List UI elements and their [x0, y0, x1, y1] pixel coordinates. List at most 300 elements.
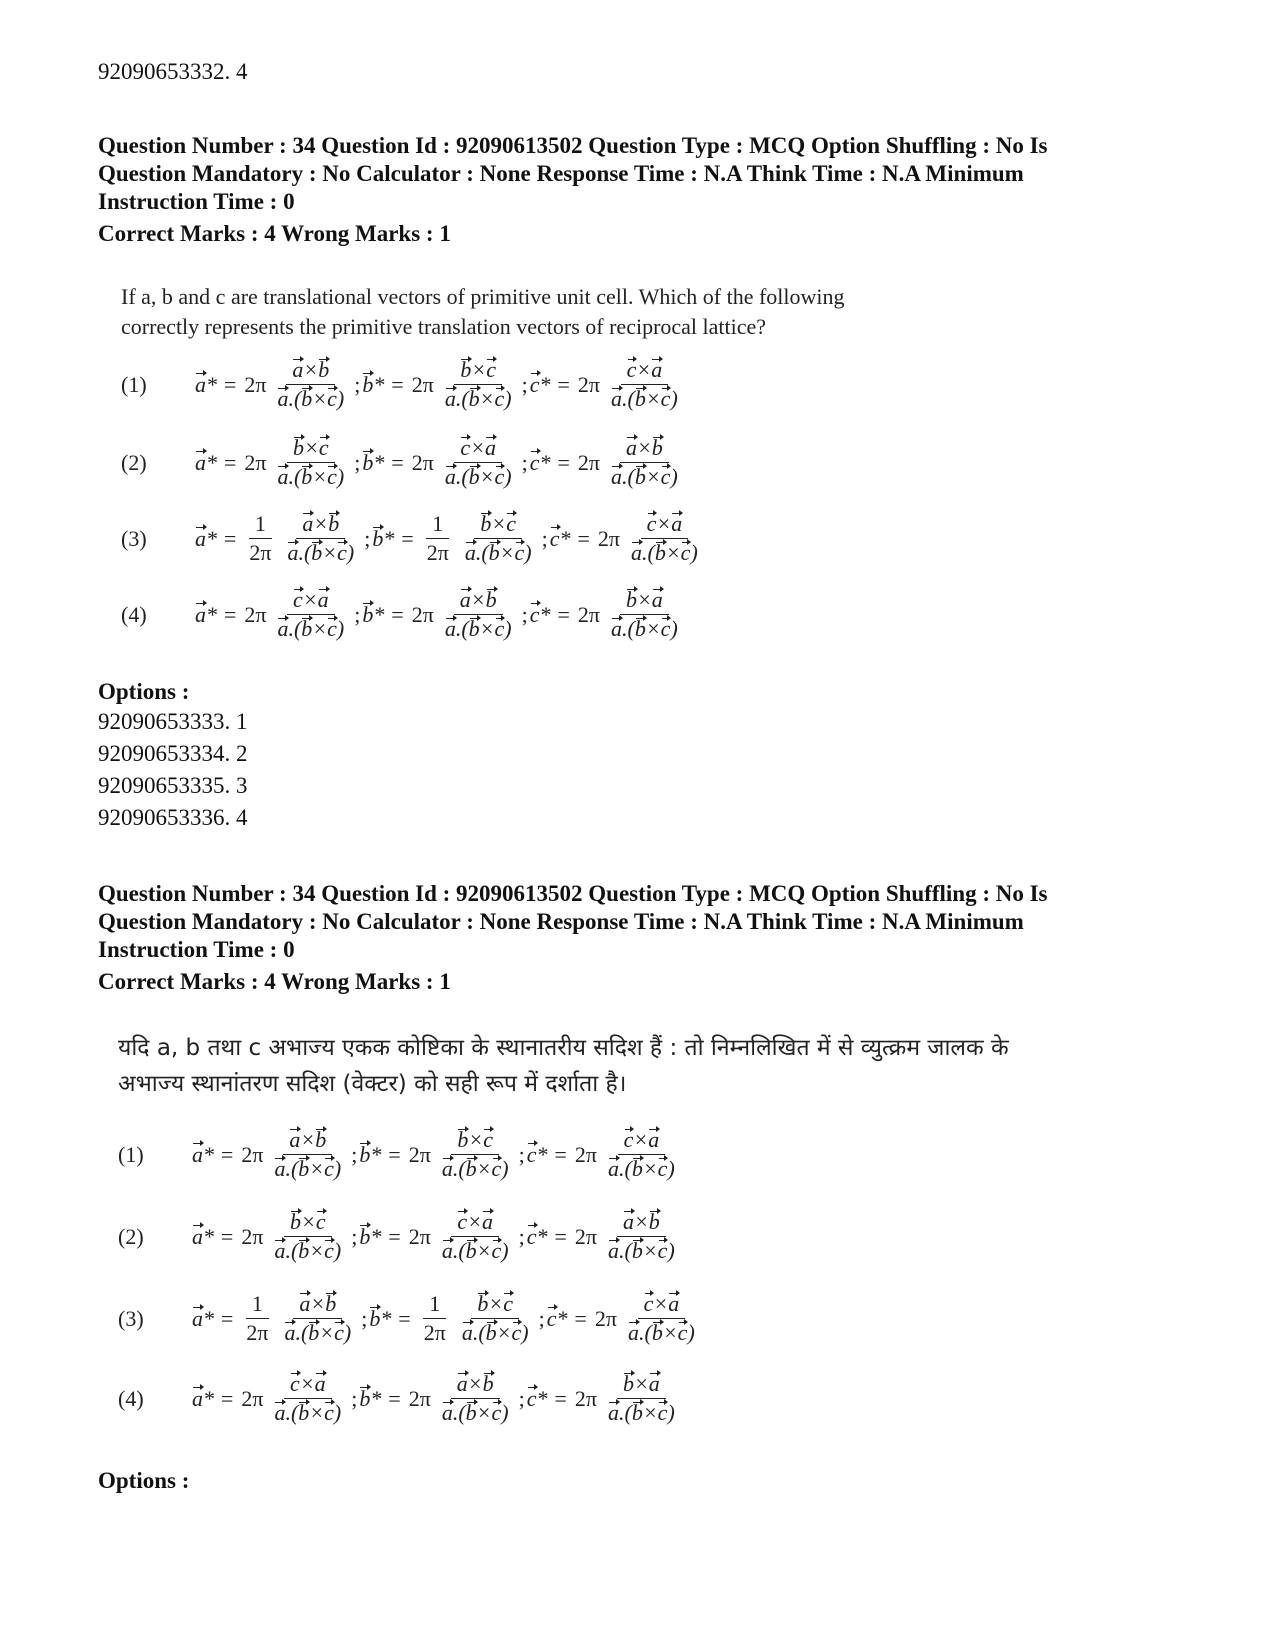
- options-label: Options :: [98, 1468, 190, 1493]
- vector-equation: [372, 512, 539, 565]
- semicolon: ;: [518, 1385, 525, 1411]
- vector-symbol: a: [289, 1127, 301, 1152]
- vector-symbol: c: [491, 1238, 502, 1263]
- vector-equation: [530, 588, 686, 641]
- triple-product: a.(b×c): [274, 1156, 342, 1181]
- numerator: [638, 1292, 686, 1319]
- denominator: [456, 1319, 535, 1345]
- fraction: [436, 1210, 515, 1263]
- denominator: [605, 385, 684, 411]
- vector-equation: [527, 1128, 683, 1181]
- vector-symbol: a: [302, 511, 314, 536]
- options-label: Options :: [98, 679, 190, 704]
- vector-symbol: a: [317, 587, 329, 612]
- two-pi-factor: 2π: [408, 1223, 431, 1249]
- fraction: [602, 1372, 681, 1425]
- reciprocal-vector: c* =: [549, 525, 591, 551]
- cross-product: a×b: [292, 357, 330, 382]
- vector-symbol: c: [290, 1371, 300, 1396]
- denominator: [271, 615, 350, 641]
- fraction: [602, 1210, 681, 1263]
- reciprocal-vector: c* =: [526, 1223, 568, 1249]
- numerator: [471, 1292, 519, 1319]
- vector-symbol: c: [626, 357, 637, 382]
- two-pi-factor: 2π: [408, 1141, 431, 1167]
- fraction: [436, 1372, 515, 1425]
- denominator: 2π: [246, 1320, 269, 1345]
- vector-symbol: b: [301, 616, 313, 641]
- header-line: Question Mandatory : No Calculator : None Response Time : N.A Think Time : N.A Minimum: [98, 909, 1024, 934]
- question-header: [98, 880, 1198, 996]
- vector-symbol: b: [468, 616, 480, 641]
- vector-symbol: c: [511, 1320, 522, 1345]
- vector-symbol: b: [318, 357, 330, 382]
- cross-product: c×a: [626, 357, 663, 382]
- vector-symbol: c: [324, 1400, 334, 1425]
- vector-symbol: a: [651, 587, 663, 612]
- one-over-two-pi: [421, 512, 455, 565]
- formula-option: [121, 588, 686, 641]
- reciprocal-vector: b* =: [362, 371, 405, 397]
- vector-symbol: b: [465, 1156, 477, 1181]
- vector-symbol: b: [485, 1320, 497, 1345]
- cross-product: a×b: [622, 1209, 660, 1234]
- reciprocal-vector: b* =: [359, 1385, 402, 1411]
- vector-symbol: a: [456, 1371, 468, 1396]
- vector-symbol: c: [660, 386, 671, 411]
- vector-symbol: b: [468, 464, 480, 489]
- header-line: Question Number : 34 Question Id : 92090613502 Question Type : MCQ Option Shuffling : No Is: [98, 881, 1048, 906]
- vector-symbol: c: [506, 511, 517, 536]
- vector-symbol: c: [318, 435, 329, 460]
- vector-symbol: b: [482, 1371, 494, 1396]
- vector-symbol: c: [660, 464, 671, 489]
- numerator: [454, 588, 503, 615]
- triple-product: a.(b×c): [277, 386, 345, 411]
- reciprocal-vector: c* =: [529, 449, 571, 475]
- numerator: [617, 1210, 666, 1237]
- numerator: [620, 588, 669, 615]
- vector-symbol: c: [334, 1320, 344, 1345]
- vector-symbol: c: [677, 1320, 688, 1345]
- numerator: [283, 1128, 332, 1155]
- vector-symbol: c: [491, 1156, 502, 1181]
- vector-equation: [530, 436, 686, 489]
- denominator: [622, 1319, 701, 1345]
- vector-symbol: b: [460, 357, 472, 382]
- cross-product: a×b: [459, 587, 497, 612]
- triple-product: a.(b×c): [461, 1320, 529, 1345]
- vector-symbol: a: [287, 540, 299, 565]
- vector-symbol: b: [362, 371, 374, 397]
- denominator: [268, 1155, 347, 1181]
- vector-symbol: b: [488, 540, 500, 565]
- vector-equation: [195, 436, 352, 489]
- vector-symbol: a: [625, 435, 637, 460]
- cross-product: c×a: [457, 1209, 494, 1234]
- formula-option: [121, 512, 706, 565]
- option-item: 92090653333. 1: [98, 709, 248, 734]
- formula-option: [118, 1292, 703, 1345]
- numerator: [284, 1372, 332, 1399]
- semicolon: ;: [351, 1141, 358, 1167]
- vector-symbol: b: [298, 1238, 310, 1263]
- vector-symbol: b: [480, 511, 492, 536]
- vector-symbol: a: [441, 1400, 453, 1425]
- header-line: Question Number : 34 Question Id : 92090613502 Question Type : MCQ Option Shuffling : No Is: [98, 133, 1048, 158]
- vector-equation: [362, 588, 519, 641]
- vector-symbol: a: [607, 1156, 619, 1181]
- vector-symbol: c: [337, 540, 347, 565]
- numerator: [620, 436, 669, 463]
- vector-symbol: c: [491, 1400, 502, 1425]
- semicolon: ;: [538, 1305, 545, 1331]
- marks-line: Correct Marks : 4 Wrong Marks : 1: [98, 969, 451, 994]
- denominator: [268, 1237, 347, 1263]
- reciprocal-vector: b* =: [359, 1141, 402, 1167]
- two-pi-factor: 2π: [574, 1223, 597, 1249]
- triple-product: a.(b×c): [610, 616, 678, 641]
- vector-symbol: b: [328, 511, 340, 536]
- reciprocal-vector: a* =: [192, 1141, 235, 1167]
- vector-symbol: a: [485, 435, 497, 460]
- vector-symbol: c: [657, 1400, 668, 1425]
- denominator: [439, 463, 518, 489]
- question-header: [98, 132, 1198, 248]
- two-pi-factor: 2π: [241, 1385, 264, 1411]
- triple-product: a.(b×c): [287, 540, 355, 565]
- previous-answer-line: 92090653332. 4: [98, 59, 248, 84]
- numerator: 1: [249, 512, 272, 539]
- vector-symbol: a: [299, 1291, 311, 1316]
- semicolon: ;: [351, 1223, 358, 1249]
- vector-equation: [362, 436, 519, 489]
- two-pi-factor: 2π: [241, 1223, 264, 1249]
- semicolon: ;: [354, 371, 361, 397]
- fraction: [268, 1372, 347, 1425]
- cross-product: b×c: [457, 1127, 494, 1152]
- triple-product: a.(b×c): [441, 1156, 509, 1181]
- cross-product: b×c: [480, 511, 517, 536]
- vector-symbol: a: [192, 1305, 203, 1331]
- vector-equation: [192, 1210, 349, 1263]
- option-number: (3): [121, 525, 147, 551]
- vector-symbol: c: [529, 371, 540, 397]
- fraction: [605, 358, 684, 411]
- numerator: [454, 436, 502, 463]
- semicolon: ;: [521, 371, 528, 397]
- question-text-hindi: [118, 1030, 1009, 1102]
- vector-symbol: a: [195, 371, 206, 397]
- vector-symbol: a: [630, 540, 642, 565]
- reciprocal-vector: a* =: [195, 449, 238, 475]
- vector-symbol: b: [301, 386, 313, 411]
- vector-symbol: a: [607, 1400, 619, 1425]
- fraction: [625, 512, 704, 565]
- vector-symbol: c: [494, 386, 505, 411]
- reciprocal-vector: c* =: [529, 371, 571, 397]
- vector-symbol: b: [359, 1223, 371, 1249]
- denominator: [602, 1237, 681, 1263]
- vector-symbol: c: [293, 587, 303, 612]
- vector-symbol: b: [631, 1238, 643, 1263]
- numerator: 1: [426, 512, 449, 539]
- vector-symbol: b: [308, 1320, 320, 1345]
- semicolon: ;: [361, 1305, 368, 1331]
- question-line: अभाज्य स्थानांतरण सदिश (वेक्टर) को सही रूप में दर्शाता है।: [118, 1071, 627, 1097]
- vector-symbol: c: [526, 1223, 537, 1249]
- vector-symbol: b: [625, 587, 637, 612]
- triple-product: a.(b×c): [444, 616, 512, 641]
- vector-symbol: b: [648, 1209, 660, 1234]
- cross-product: b×c: [293, 435, 329, 460]
- one-over-two-pi: [418, 1292, 452, 1345]
- reciprocal-vector: a* =: [195, 601, 238, 627]
- vector-symbol: c: [324, 1156, 334, 1181]
- options-list: [98, 706, 248, 834]
- triple-product: a.(b×c): [274, 1400, 342, 1425]
- option-number: (2): [121, 449, 147, 475]
- numerator: [451, 1372, 500, 1399]
- vector-symbol: c: [494, 616, 505, 641]
- numerator: [286, 358, 335, 385]
- fraction: [456, 1292, 535, 1345]
- numerator: [287, 588, 335, 615]
- vector-symbol: b: [311, 540, 323, 565]
- fraction: [268, 1128, 347, 1181]
- vector-symbol: c: [327, 386, 337, 411]
- two-pi-factor: 2π: [411, 371, 434, 397]
- question-text-english: [121, 282, 845, 342]
- vector-symbol: a: [192, 1141, 203, 1167]
- fraction: [439, 436, 518, 489]
- vector-symbol: b: [622, 1371, 634, 1396]
- reciprocal-vector: b* =: [372, 525, 415, 551]
- formula-option: [118, 1210, 683, 1263]
- question-line: If a, b and c are translational vectors of primitive unit cell. Which of the following: [121, 284, 845, 309]
- reciprocal-vector: a* =: [195, 371, 238, 397]
- denominator: [436, 1155, 515, 1181]
- fraction: [281, 512, 360, 565]
- denominator: [436, 1399, 515, 1425]
- triple-product: a.(b×c): [284, 1320, 352, 1345]
- numerator: [293, 1292, 342, 1319]
- vector-symbol: c: [324, 1238, 334, 1263]
- vector-symbol: c: [529, 601, 540, 627]
- two-pi-factor: 2π: [574, 1385, 597, 1411]
- vector-symbol: a: [192, 1385, 203, 1411]
- reciprocal-vector: c* =: [529, 601, 571, 627]
- vector-symbol: a: [195, 601, 206, 627]
- numerator: 1: [246, 1292, 269, 1319]
- reciprocal-vector: a* =: [192, 1385, 235, 1411]
- vector-symbol: a: [648, 1371, 660, 1396]
- denominator: [271, 463, 350, 489]
- vector-symbol: b: [298, 1156, 310, 1181]
- vector-symbol: b: [468, 386, 480, 411]
- vector-symbol: a: [441, 1238, 453, 1263]
- triple-product: a.(b×c): [444, 464, 512, 489]
- formula-option: [121, 358, 686, 411]
- vector-symbol: a: [627, 1320, 639, 1345]
- reciprocal-vector: b* =: [362, 601, 405, 627]
- semicolon: ;: [521, 601, 528, 627]
- header-line: Instruction Time : 0: [98, 937, 295, 962]
- vector-symbol: a: [277, 616, 289, 641]
- vector-symbol: a: [464, 540, 476, 565]
- denominator: [605, 615, 684, 641]
- vector-symbol: b: [372, 525, 384, 551]
- two-pi-factor: 2π: [411, 601, 434, 627]
- vector-symbol: b: [465, 1400, 477, 1425]
- cross-product: c×a: [623, 1127, 660, 1152]
- cross-product: a×b: [456, 1371, 494, 1396]
- denominator: [436, 1237, 515, 1263]
- option-number: (3): [118, 1305, 144, 1331]
- vector-equation: [192, 1128, 349, 1181]
- fraction: [439, 588, 518, 641]
- vector-symbol: b: [301, 464, 313, 489]
- reciprocal-vector: a* =: [192, 1305, 235, 1331]
- marks-line: Correct Marks : 4 Wrong Marks : 1: [98, 221, 451, 246]
- denominator: [625, 539, 704, 565]
- vector-symbol: b: [634, 616, 646, 641]
- vector-symbol: a: [274, 1156, 286, 1181]
- reciprocal-vector: c* =: [526, 1385, 568, 1411]
- vector-symbol: a: [651, 357, 663, 382]
- denominator: [278, 1319, 357, 1345]
- vector-symbol: a: [274, 1238, 286, 1263]
- reciprocal-vector: a* =: [192, 1223, 235, 1249]
- vector-symbol: b: [369, 1305, 381, 1331]
- two-pi-factor: 2π: [577, 449, 600, 475]
- vector-symbol: b: [651, 435, 663, 460]
- semicolon: ;: [351, 1385, 358, 1411]
- vector-symbol: a: [441, 1156, 453, 1181]
- cross-product: b×a: [625, 587, 663, 612]
- cross-product: c×a: [290, 1371, 326, 1396]
- numerator: [451, 1128, 499, 1155]
- vector-symbol: c: [657, 1238, 668, 1263]
- cross-product: a×b: [625, 435, 663, 460]
- vector-symbol: c: [526, 1385, 537, 1411]
- vector-symbol: b: [485, 587, 497, 612]
- vector-symbol: c: [646, 511, 657, 536]
- vector-symbol: c: [680, 540, 691, 565]
- vector-symbol: c: [643, 1291, 654, 1316]
- vector-symbol: c: [315, 1209, 326, 1234]
- vector-symbol: a: [671, 511, 683, 536]
- vector-symbol: a: [461, 1320, 473, 1345]
- vector-equation: [547, 1292, 703, 1345]
- numerator: [474, 512, 522, 539]
- vector-symbol: b: [359, 1141, 371, 1167]
- two-pi-factor: 2π: [244, 371, 267, 397]
- fraction: [271, 436, 350, 489]
- vector-symbol: a: [648, 1127, 660, 1152]
- vector-equation: [359, 1210, 516, 1263]
- option-number: (2): [118, 1223, 144, 1249]
- vector-symbol: b: [651, 1320, 663, 1345]
- fraction: [436, 1128, 515, 1181]
- fraction: [271, 358, 350, 411]
- formula-option: [118, 1372, 683, 1425]
- vector-symbol: a: [277, 464, 289, 489]
- semicolon: ;: [521, 449, 528, 475]
- vector-symbol: b: [654, 540, 666, 565]
- cross-product: b×a: [622, 1371, 660, 1396]
- cross-product: a×b: [302, 511, 340, 536]
- vector-symbol: a: [610, 616, 622, 641]
- vector-symbol: c: [526, 1141, 537, 1167]
- numerator: [296, 512, 345, 539]
- cross-product: c×a: [646, 511, 683, 536]
- header-line: Instruction Time : 0: [98, 189, 295, 214]
- triple-product: a.(b×c): [444, 386, 512, 411]
- vector-symbol: c: [483, 1127, 494, 1152]
- vector-symbol: a: [274, 1400, 286, 1425]
- question-line: correctly represents the primitive translation vectors of reciprocal lattice?: [121, 314, 767, 339]
- vector-symbol: c: [657, 1156, 668, 1181]
- fraction: [459, 512, 538, 565]
- vector-equation: [195, 588, 352, 641]
- vector-symbol: c: [494, 464, 505, 489]
- vector-equation: [192, 1292, 359, 1345]
- denominator: 2π: [249, 540, 272, 565]
- vector-symbol: b: [631, 1400, 643, 1425]
- fraction: [605, 588, 684, 641]
- semicolon: ;: [518, 1223, 525, 1249]
- denominator: [271, 385, 350, 411]
- two-pi-factor: 2π: [594, 1305, 617, 1331]
- triple-product: a.(b×c): [441, 1238, 509, 1263]
- denominator: [605, 463, 684, 489]
- option-item: 92090653336. 4: [98, 805, 248, 830]
- two-pi-factor: 2π: [408, 1385, 431, 1411]
- cross-product: b×c: [460, 357, 497, 382]
- cross-product: a×b: [289, 1127, 327, 1152]
- vector-equation: [195, 512, 362, 565]
- vector-symbol: a: [292, 357, 304, 382]
- vector-symbol: a: [195, 449, 206, 475]
- vector-symbol: a: [610, 386, 622, 411]
- triple-product: a.(b×c): [607, 1238, 675, 1263]
- semicolon: ;: [364, 525, 371, 551]
- fraction: [605, 436, 684, 489]
- denominator: [439, 615, 518, 641]
- vector-symbol: a: [444, 386, 456, 411]
- vector-symbol: a: [459, 587, 471, 612]
- option-number: (1): [121, 371, 147, 397]
- numerator: [618, 1128, 666, 1155]
- vector-equation: [550, 512, 706, 565]
- triple-product: a.(b×c): [630, 540, 698, 565]
- triple-product: a.(b×c): [274, 1238, 342, 1263]
- denominator: [602, 1399, 681, 1425]
- question-line: यदि a, b तथा c अभाज्य एकक कोष्टिका के स्थानातरीय सदिश हैं : तो निम्नलिखित में से व्युत्क्रम जालक के: [118, 1035, 1009, 1061]
- vector-symbol: b: [457, 1127, 469, 1152]
- numerator: [287, 436, 335, 463]
- two-pi-factor: 2π: [577, 371, 600, 397]
- denominator: 2π: [426, 540, 449, 565]
- vector-equation: [369, 1292, 536, 1345]
- option-item: 92090653334. 2: [98, 741, 248, 766]
- fraction: [622, 1292, 701, 1345]
- vector-symbol: a: [192, 1223, 203, 1249]
- denominator: [268, 1399, 347, 1425]
- cross-product: c×a: [460, 435, 497, 460]
- numerator: 1: [423, 1292, 446, 1319]
